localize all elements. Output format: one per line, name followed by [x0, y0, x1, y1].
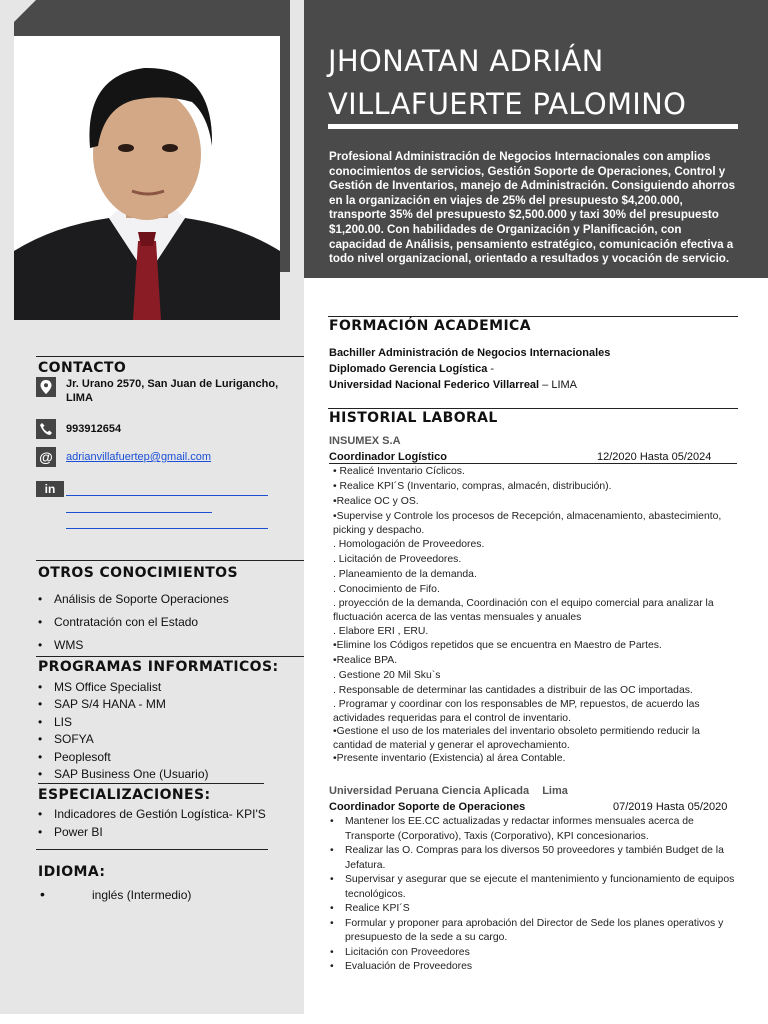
programas-top-rule	[36, 656, 304, 657]
job2-company: Universidad Peruana Ciencia Aplicada	[329, 785, 530, 797]
especializaciones-title: ESPECIALIZACIONES:	[38, 787, 211, 803]
list-item: • Power BI	[38, 824, 266, 842]
email-row	[36, 447, 211, 467]
job1-item: •Realice OC y OS.	[333, 496, 419, 507]
programas-list	[38, 679, 209, 783]
job1-role: Coordinador Logístico	[329, 451, 447, 463]
diploma-line	[329, 361, 610, 377]
contact-top-rule	[36, 356, 304, 357]
idioma-title: IDIOMA:	[38, 864, 106, 880]
address-line1: Jr. Urano 2570, San Juan de Lurigancho,	[66, 378, 279, 390]
address-text	[66, 377, 278, 405]
linkedin-link-line-2[interactable]	[66, 512, 212, 513]
job1-item: • Realice KPI´S (Inventario, compras, almacén, distribución).	[333, 481, 612, 492]
university-suffix: – LIMA	[539, 379, 578, 391]
at-sign-icon: @	[36, 447, 56, 467]
list-item: • Análisis de Soporte Operaciones	[38, 588, 229, 611]
job2-location: Lima	[542, 785, 568, 797]
programas-bottom-rule	[38, 783, 264, 784]
historial-title: HISTORIAL LABORAL	[329, 410, 498, 426]
list-item: • Indicadores de Gestión Logística- KPI'S	[38, 806, 266, 824]
list-item: • Realizar las O. Compras para los diversos 50 proveedores y también Budget de la Jefatura.	[330, 844, 740, 873]
profile-photo	[14, 36, 280, 320]
list-item: • Supervisar y asegurar que se ejecute el mantenimiento y funcionamiento de equipos tecnológicos.	[330, 873, 740, 902]
phone-icon	[36, 419, 56, 439]
job2-role: Coordinador Soporte de Operaciones	[329, 801, 526, 813]
job1-rule	[329, 463, 737, 464]
list-item: • Peoplesoft	[38, 749, 209, 766]
list-item: • MS Office Specialist	[38, 679, 209, 696]
name-line-2: VILLAFUERTE PALOMINO	[328, 87, 687, 121]
job1-item: . Programar y coordinar con los responsables de MP, repuestos, de acuerdo las actividades requeridas para el control de inventario.	[333, 699, 700, 724]
phone-number[interactable]: 993912654	[66, 423, 122, 435]
list-item: • Formular y proponer para aprobación del Director de Sede los planes operativos y presupuesto de la sede a su cargo.	[330, 917, 740, 946]
list-item: • Evaluación de Proveedores	[330, 960, 740, 975]
linkedin-link-line-1[interactable]	[66, 495, 268, 496]
degree-line: Bachiller Administración de Negocios Internacionales	[329, 347, 611, 359]
job1-item: . Planeamiento de la demanda.	[333, 569, 477, 580]
job1-company: INSUMEX S.A	[329, 435, 401, 447]
job1-item: . Elabore ERI , ERU.	[333, 626, 429, 637]
job1-item: . Conocimiento de Fifo.	[333, 584, 440, 595]
formacion-title: FORMACIÓN ACADEMICA	[329, 318, 531, 334]
address-line2: LIMA	[66, 392, 93, 404]
contact-title: CONTACTO	[38, 360, 127, 376]
list-item: • Contratación con el Estado	[38, 611, 229, 634]
list-item: • Realice KPI´S	[330, 902, 740, 917]
header-notch	[280, 36, 290, 272]
job2-list	[330, 815, 740, 975]
list-item: • SAP S/4 HANA - MM	[38, 696, 209, 713]
phone-row	[36, 419, 121, 439]
idioma-item: inglés (Intermedio)	[92, 888, 192, 902]
linkedin-row	[36, 481, 64, 497]
diploma-name: Diplomado Gerencia Logística	[329, 363, 488, 375]
job1-item: •Elimine los Códigos repetidos que se encuentra en Maestro de Partes.	[333, 640, 662, 651]
job1-item: • Realicé Inventario Cíclicos.	[333, 466, 465, 477]
portrait-illustration	[14, 36, 280, 320]
university-name: Universidad Nacional Federico Villarreal	[329, 379, 540, 391]
especializaciones-bottom-rule	[36, 849, 268, 850]
job1-item: •Gestione el uso de los materiales del inventario obsoleto permitiendo reducir la cantidad de material y generar el aprovechamiento.	[333, 726, 700, 751]
job1-item: . Homologación de Proveedores.	[333, 539, 485, 550]
formacion-details	[329, 345, 610, 393]
sidebar-top-band	[14, 0, 290, 36]
diploma-suffix: -	[487, 363, 495, 375]
list-item: • WMS	[38, 634, 229, 657]
linkedin-icon[interactable]: in	[36, 481, 64, 497]
idioma-bullet: •	[40, 886, 45, 902]
job1-item: . Responsable de determinar las cantidades a distribuir de las OC importadas.	[333, 685, 693, 696]
job1-item: . Gestione 20 Mil Sku`s	[333, 670, 441, 681]
profile-summary: Profesional Administración de Negocios Internacionales con amplios conocimientos de servicios, Gestión Soporte de Operaciones, Control y Gestión de Inventarios, manejo de Administración. Consiguiendo ahorros en la organización en viajes de 25% del presupuesto $4,200.000, transporte 35% del presupuesto $2,500.000 y taxi 30% del presupuesto $1,200.00. Con habilidades de Organización y Planificación, con capacidad de Análisis, pensamiento estratégico, comunicación efectiva a todo nivel organizacional, orientado a resultados y vocación de servicio.	[329, 150, 736, 266]
list-item: • SAP Business One (Usuario)	[38, 766, 209, 783]
job1-dates: 12/2020 Hasta 05/2024	[597, 451, 712, 463]
name-underline	[328, 124, 738, 129]
location-pin-icon	[36, 377, 56, 397]
email-link[interactable]: adrianvillafuertep@gmail.com	[66, 451, 212, 463]
formacion-top-rule	[328, 316, 738, 317]
programas-title: PROGRAMAS INFORMATICOS:	[38, 659, 279, 675]
job2-dates: 07/2019 Hasta 05/2020	[613, 801, 728, 813]
linkedin-link-line-3[interactable]	[66, 528, 268, 529]
list-item: • SOFYA	[38, 731, 209, 748]
list-item: • Mantener los EE.CC actualizadas y redactar informes mensuales acerca de Transporte (Corporativo), Taxis (Corporativo), KPI concesionarios.	[330, 815, 740, 844]
person-name	[328, 40, 748, 126]
especializaciones-list	[38, 806, 266, 841]
list-item: • Licitación con Proveedores	[330, 946, 740, 961]
job1-item: . proyección de la demanda, Coordinación con el equipo comercial para analizar la fluctuación acerca de las ventas mensuales y anuales	[333, 598, 714, 623]
job1-item: •Realice BPA.	[333, 655, 398, 666]
job1-item: •Presente inventario (Existencia) al área Contable.	[333, 753, 566, 764]
otros-title: OTROS CONOCIMIENTOS	[38, 565, 238, 581]
historial-top-rule	[328, 408, 738, 409]
university-line	[329, 377, 610, 393]
list-item: • LIS	[38, 714, 209, 731]
job2-company-line	[329, 784, 568, 798]
otros-list	[38, 588, 229, 657]
job1-item: •Supervise y Controle los procesos de Recepción, almacenamiento, abastecimiento, picking y despacho.	[333, 511, 722, 536]
address-row	[36, 377, 278, 405]
name-line-1: JHONATAN ADRIÁN	[328, 44, 604, 78]
sidebar-corner	[0, 0, 36, 36]
otros-top-rule	[36, 560, 304, 561]
job1-item: . Licitación de Proveedores.	[333, 554, 462, 565]
